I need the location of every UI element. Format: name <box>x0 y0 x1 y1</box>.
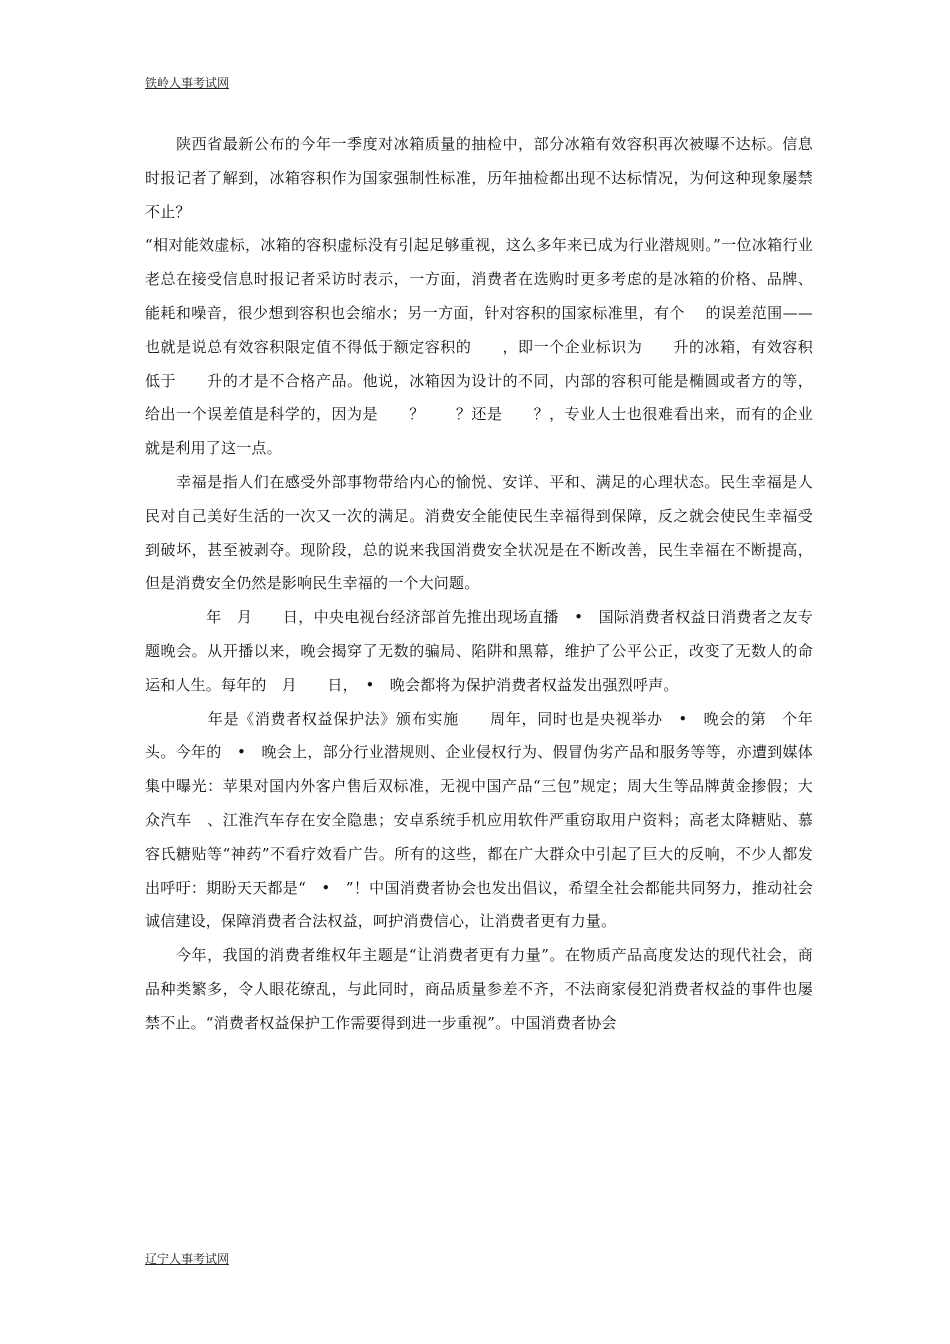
document-body <box>145 128 813 1041</box>
header-site-link[interactable]: 铁岭人事考试网 <box>145 76 230 90</box>
paragraph-4: 年 月 日，中央电视台经济部首先推出现场直播 • 国际消费者权益日消费者之友专题晚会。从开播以来，晚会揭穿了无数的骗局、陷阱和黑幕，维护了公平公正，改变了无数人的命运和人生。每年的 月 日， • 晚会都将为保护消费者权益发出强烈呼声。 <box>145 608 813 694</box>
paragraph-2: “相对能效虚标，冰箱的容积虚标没有引起足够重视，这么多年来已成为行业潜规则。”一位冰箱行业老总在接受信息时报记者采访时表示，一方面，消费者在选购时更多考虑的是冰箱的价格、品牌、能耗和噪音，很少想到容积也会缩水；另一方面，针对容积的国家标准里，有个 的误差范围——也就是说总有效容积限定值不得低于额定容积的 ，即一个企业标识为 升的冰箱，有效容积低于 升的才是不合格产品。他说，冰箱因为设计的不同，内部的容积可能是椭圆或者方的等，给出一个误差值是科学的，因为是 ？ ？还是 ？，专业人士也很难看出来，而有的企业就是利用了这一点。 <box>145 236 813 458</box>
paragraph-6: 今年，我国的消费者维权年主题是“让消费者更有力量”。在物质产品高度发达的现代社会，商品种类繁多，令人眼花缭乱，与此同时，商品质量参差不齐，不法商家侵犯消费者权益的事件也屡禁不止。“消费者权益保护工作需要得到进一步重视”。中国消费者协会 <box>145 946 813 1032</box>
paragraph-1: 陕西省最新公布的今年一季度对冰箱质量的抽检中，部分冰箱有效容积再次被曝不达标。信息时报记者了解到，冰箱容积作为国家强制性标准，历年抽检都出现不达标情况，为何这种现象屡禁不止？ <box>145 135 813 221</box>
paragraph-3: 幸福是指人们在感受外部事物带给内心的愉悦、安详、平和、满足的心理状态。民生幸福是人民对自己美好生活的一次又一次的满足。消费安全能使民生幸福得到保障，反之就会使民生幸福受到破坏，甚至被剥夺。现阶段，总的说来我国消费安全状况是在不断改善，民生幸福在不断提高，但是消费安全仍然是影响民生幸福的一个大问题。 <box>145 472 813 593</box>
footer-site-link[interactable]: 辽宁人事考试网 <box>145 1252 230 1266</box>
paragraph-5: 年是《消费者权益保护法》颁布实施 周年，同时也是央视举办 • 晚会的第 个年头。今年的 • 晚会上，部分行业潜规则、企业侵权行为、假冒伪劣产品和服务等等，亦遭到媒体集中曝光：苹果对国内外客户售后双标准，无视中国产品“三包”规定；周大生等品牌黄金掺假；大众汽车 、江淮汽车存在安全隐患；安卓系统手机应用软件严重窃取用户资料；高老太降糖贴、慕容氏糖贴等“神药”不看疗效看广告。所有的这些，都在广大群众中引起了巨大的反响，不少人都发出呼吁：期盼天天都是“ • ”！中国消费者协会也发出倡议，希望全社会都能共同努力，推动社会诚信建设，保障消费者合法权益，呵护消费信心，让消费者更有力量。 <box>145 709 813 931</box>
